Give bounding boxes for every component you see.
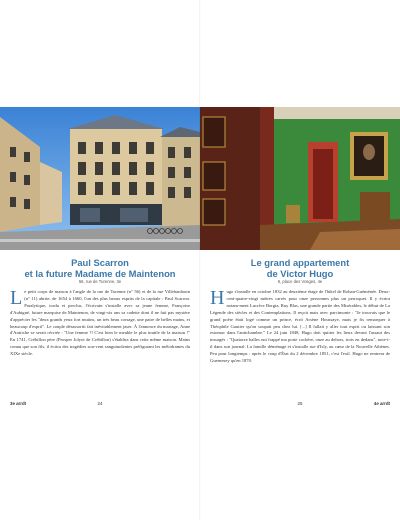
- drop-cap: H: [210, 287, 225, 309]
- right-page: [200, 0, 400, 520]
- page-number: 24: [97, 401, 103, 406]
- article-title: [0, 257, 200, 279]
- title-line-2: et la future Madame de Maintenon: [24, 268, 176, 279]
- article-body: [10, 289, 190, 358]
- article-title: [200, 257, 400, 279]
- title-line-1: Paul Scarron: [71, 257, 129, 268]
- drop-cap: L: [10, 287, 23, 309]
- title-line-2: de Victor Hugo: [266, 268, 334, 279]
- title-line-1: Le grand appartement: [250, 257, 350, 268]
- arrondissement-label: 3e arrdt: [10, 401, 27, 406]
- arrondissement-label: 4e arrdt: [373, 401, 390, 406]
- article-body: [210, 289, 390, 365]
- body-text: e petit corps de maison à l'angle de la rue de Turenne (n° 56) et de la rue Villehardouin (n° 11) abrite, de 1654 à 1660, l'un des plus beaux esprits de la capitale : Paul Scarron. Paralytique, tordu et perclus, l'écrivain s'installe avec sa jeune femme, Françoise d'Aubigné, future marquise de Maintenon, de vingt-six ans sa cadette dont il ne fait pas mystère d'apprécier les "deux grands yeux fort mutins, un très beau corsage, une paire de belles mains, et beaucoup d'esprit". Le couple désassortit fait inévitablement jaser. À l'annonce du mariage, Anne d'Autriche se serait récriée : "Une femme ?! C'est bien le meuble le plus inutile de la maison !" En 1741, Crébillon père (Prosper Jolyot de Crébillon) s'établira dans cette même maison. Mains connu que son fils, il écrira des tragédies sou-vent sanguinolentes préfigurant les mélodrames du XIXe siècle.: [10, 289, 190, 357]
- address-subtitle: 56, rue de Turenne, 3e: [78, 279, 122, 284]
- body-text: ugo s'installe en octobre 1832 au deuxième étage de l'hôtel de Rohan-Guéménée. Deux-cent-quatre-vingt mètres carrés pour onze personnes plus un perroquet. Il y écrira notam-ment Lucrèce Borgia, Ruy Blas, une grande partie des Misérables, le début de La Légende des siècles et des Contemplations. Il reçoit mais avec parcimonie : "Je trouvais que le grand poète était logé comme un prince, écrit Arsène Houssaye, mais je fis remarquer à Théophile Gautier qu'on soupait peu chez lui. [...] Il fallait y aller tout esprit ou laissant son estomac dans l'antichambre." Le 24 juin 1848, Hugo doit quitter les lieux devant l'assaut des insurgés : "Quatorze balles ont frappé ma porte cochère, onze au dehors, trois en dedans", note-t-il dans son journal. La famille déménage et s'installe rue d'Isly, au cœur de la Nouvelle Athènes. Peu pour longtemps : après le coup d'État du 2 décembre 1851, c'est l'exil. Hugo ne rentrera de Guernesey qu'en 1870.: [210, 289, 390, 364]
- street-building-photo: [0, 107, 200, 250]
- book-gutter: [199, 0, 201, 520]
- page-number: 25: [297, 401, 303, 406]
- green-salon-interior-photo: [200, 107, 400, 250]
- address-subtitle: 6, place des Vosges, 4e: [277, 279, 323, 284]
